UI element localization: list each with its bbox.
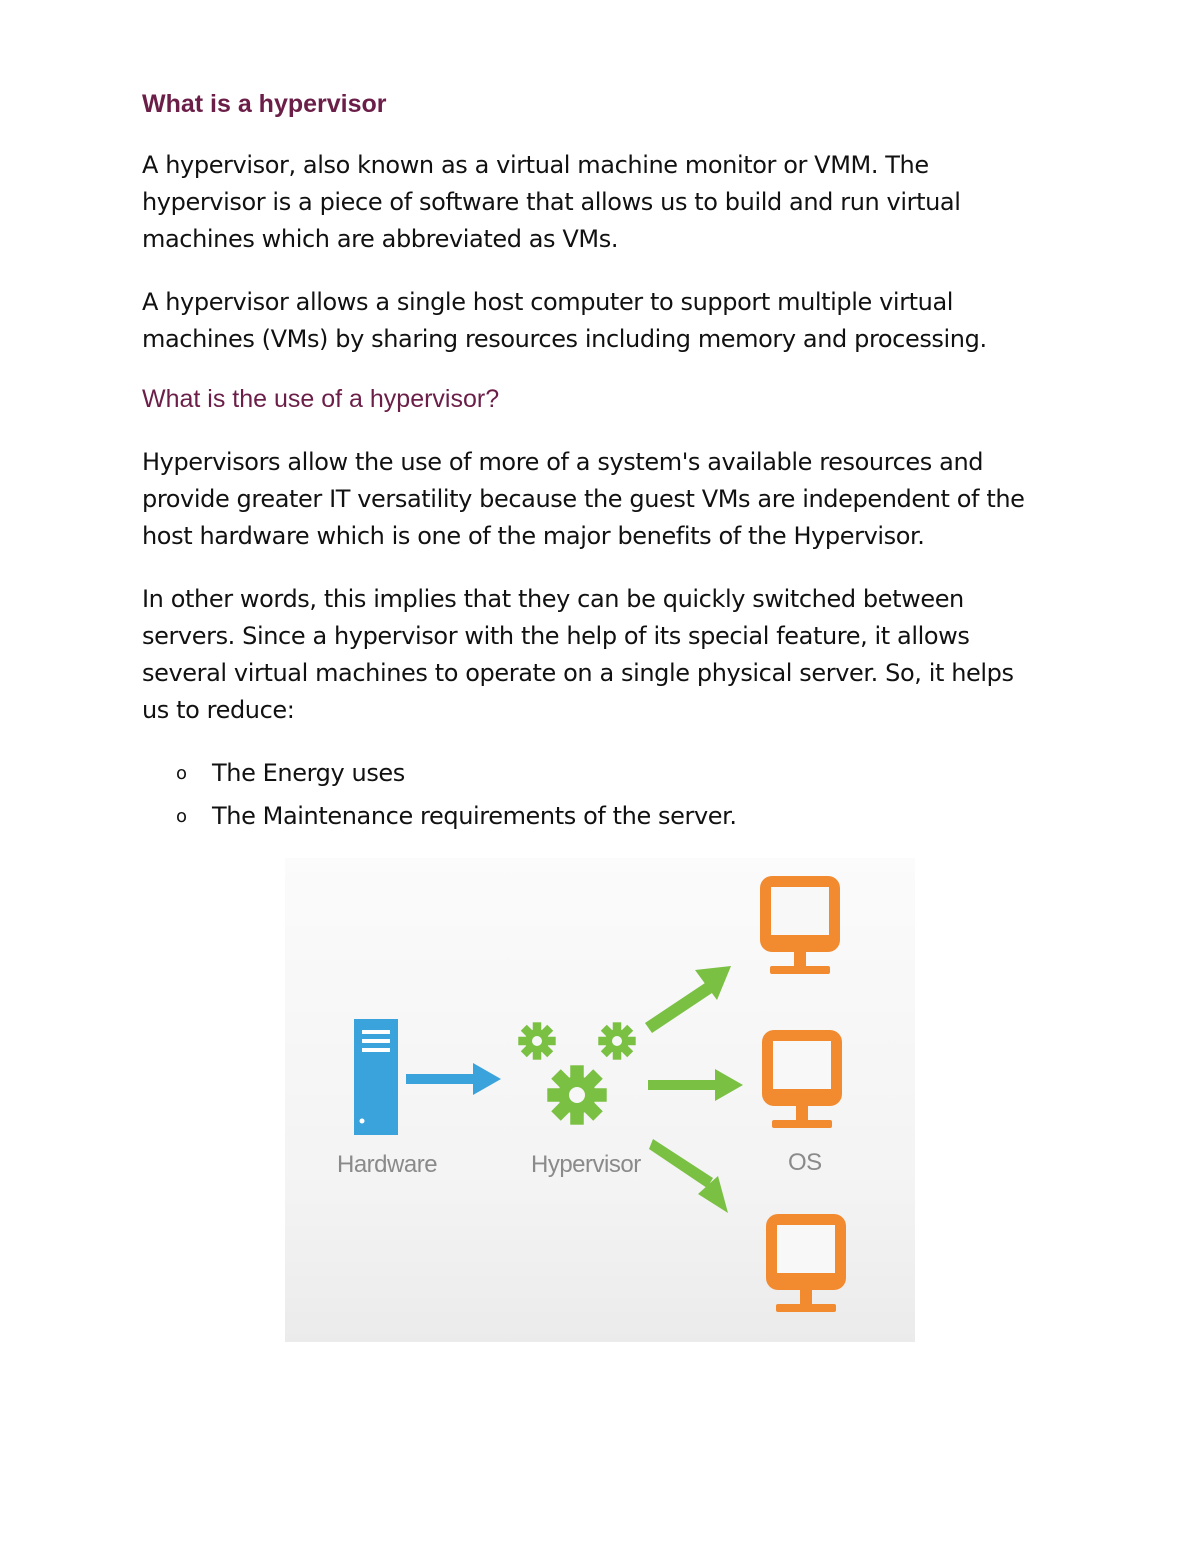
list-item-text: The Energy uses xyxy=(212,759,405,787)
monitor-icon xyxy=(760,876,840,974)
paragraph-other-words xyxy=(142,581,1014,729)
text-line: Hypervisors allow the use of more of a system's available resources and xyxy=(142,448,984,476)
paragraph-definition xyxy=(142,147,961,258)
text-line: In other words, this implies that they can be quickly switched between xyxy=(142,585,964,613)
text-line: several virtual machines to operate on a single physical server. So, it helps xyxy=(142,659,1014,687)
label-os: OS xyxy=(788,1149,822,1176)
text-line: machines which are abbreviated as VMs. xyxy=(142,225,619,253)
server-icon xyxy=(354,1019,398,1135)
heading-what-is-hypervisor: What is a hypervisor xyxy=(142,90,387,118)
bullet-icon: o xyxy=(176,806,187,827)
hypervisor-diagram xyxy=(285,858,915,1342)
text-line: A hypervisor allows a single host computer to support multiple virtual xyxy=(142,288,954,316)
heading-use-of-hypervisor: What is the use of a hypervisor? xyxy=(142,385,500,413)
text-line: provide greater IT versatility because the guest VMs are independent of the xyxy=(142,485,1025,513)
list-item-text: The Maintenance requirements of the server. xyxy=(212,802,737,830)
text-line: A hypervisor, also known as a virtual machine monitor or VMM. The xyxy=(142,151,929,179)
bullet-icon: o xyxy=(176,763,187,784)
diagram-graphics xyxy=(285,858,915,1342)
arrow-down-right-icon xyxy=(649,1139,728,1213)
text-line: host hardware which is one of the major benefits of the Hypervisor. xyxy=(142,522,925,550)
monitor-icon xyxy=(766,1214,846,1312)
text-line: machines (VMs) by sharing resources including memory and processing. xyxy=(142,325,987,353)
monitor-icon xyxy=(762,1030,842,1128)
arrow-right-icon xyxy=(648,1069,743,1101)
arrow-right-icon xyxy=(406,1063,501,1095)
paragraph-benefits xyxy=(142,444,1025,555)
text-line: us to reduce: xyxy=(142,696,295,724)
paragraph-host-support xyxy=(142,284,987,358)
label-hypervisor: Hypervisor xyxy=(531,1151,641,1178)
text-line: hypervisor is a piece of software that allows us to build and run virtual xyxy=(142,188,961,216)
text-line: servers. Since a hypervisor with the help of its special feature, it allows xyxy=(142,622,970,650)
label-hardware: Hardware xyxy=(337,1151,438,1178)
gear-icon xyxy=(518,1022,635,1124)
arrow-up-right-icon xyxy=(645,966,731,1033)
